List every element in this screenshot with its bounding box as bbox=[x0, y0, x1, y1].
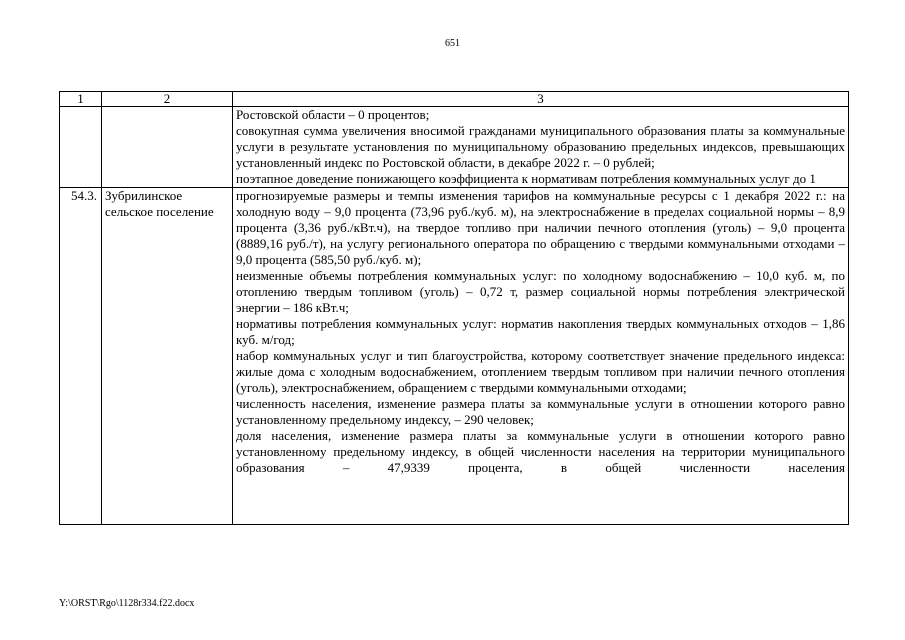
paragraph: поэтапное доведение понижающего коэффициента к нормативам потребления коммунальных услуг до 1 bbox=[236, 171, 816, 186]
continuation-number-cell bbox=[60, 107, 102, 188]
table-row-54-3 bbox=[60, 188, 849, 525]
row-content-clip bbox=[236, 188, 845, 524]
tariff-table bbox=[59, 91, 849, 525]
header-col-2: 2 bbox=[102, 92, 233, 107]
page-number: 651 bbox=[445, 38, 460, 49]
row-content-cell bbox=[233, 188, 849, 525]
paragraph: доля населения, изменение размера платы за коммунальные услуги в отношении которого равно установленному предельному индексу, в общей численности населения на территории муниципального образования – 47,9339 процента, в общей численности населения bbox=[236, 428, 845, 475]
continuation-name-cell bbox=[102, 107, 233, 188]
table-row-continuation bbox=[60, 107, 849, 188]
settlement-name: Зубрилинское сельское поселение bbox=[102, 188, 233, 525]
header-col-1: 1 bbox=[60, 92, 102, 107]
row-number: 54.3. bbox=[60, 188, 102, 525]
paragraph: прогнозируемые размеры и темпы изменения тарифов на коммунальные ресурсы с 1 декабря 2022 г.: на холодную воду – 9,0 процента (73,96 руб./куб. м), на электроснабжение в пределах социальной нормы – 8,9 процента (3,36 руб./кВт.ч), на твердое топливо при наличии печного отопления (уголь) – 9,0 процента (8889,16 руб./т), на услугу регионального оператора по обращению с твердыми коммунальными отходами – 9,0 процента (585,50 руб./куб. м); bbox=[236, 188, 845, 267]
paragraph: численность населения, изменение размера платы за коммунальные услуги в отношении которого равно установленному предельному индексу, – 290 человек; bbox=[236, 396, 845, 427]
header-col-3: 3 bbox=[233, 92, 849, 107]
footer-file-path: Y:\ORST\Rgo\1128r334.f22.docx bbox=[59, 598, 195, 609]
paragraph: нормативы потребления коммунальных услуг: норматив накопления твердых коммунальных отходов – 1,86 куб. м/год; bbox=[236, 316, 845, 347]
continuation-content-cell bbox=[233, 107, 849, 188]
paragraph: Ростовской области – 0 процентов; bbox=[236, 107, 430, 122]
paragraph: совокупная сумма увеличения вносимой гражданами муниципального образования платы за коммунальные услуги в результате установления по муниципальному образованию предельных индексов, превышающих установленный индекс по Ростовской области, в декабре 2022 г. – 0 рублей; bbox=[236, 123, 845, 170]
paragraph: неизменные объемы потребления коммунальных услуг: по холодному водоснабжению – 10,0 куб. м, по отоплению твердым топливом (уголь) – 0,72 т, размер социальной нормы потребления электрической энергии – 186 кВт.ч; bbox=[236, 268, 845, 315]
paragraph: набор коммунальных услуг и тип благоустройства, которому соответствует значение предельного индекса: жилые дома с холодным водоснабжением, отоплением твердым топливом при наличии печного отопления (уголь), электроснабжением, обращением с твердыми коммунальными отходами; bbox=[236, 348, 845, 395]
table-header-row bbox=[60, 92, 849, 107]
